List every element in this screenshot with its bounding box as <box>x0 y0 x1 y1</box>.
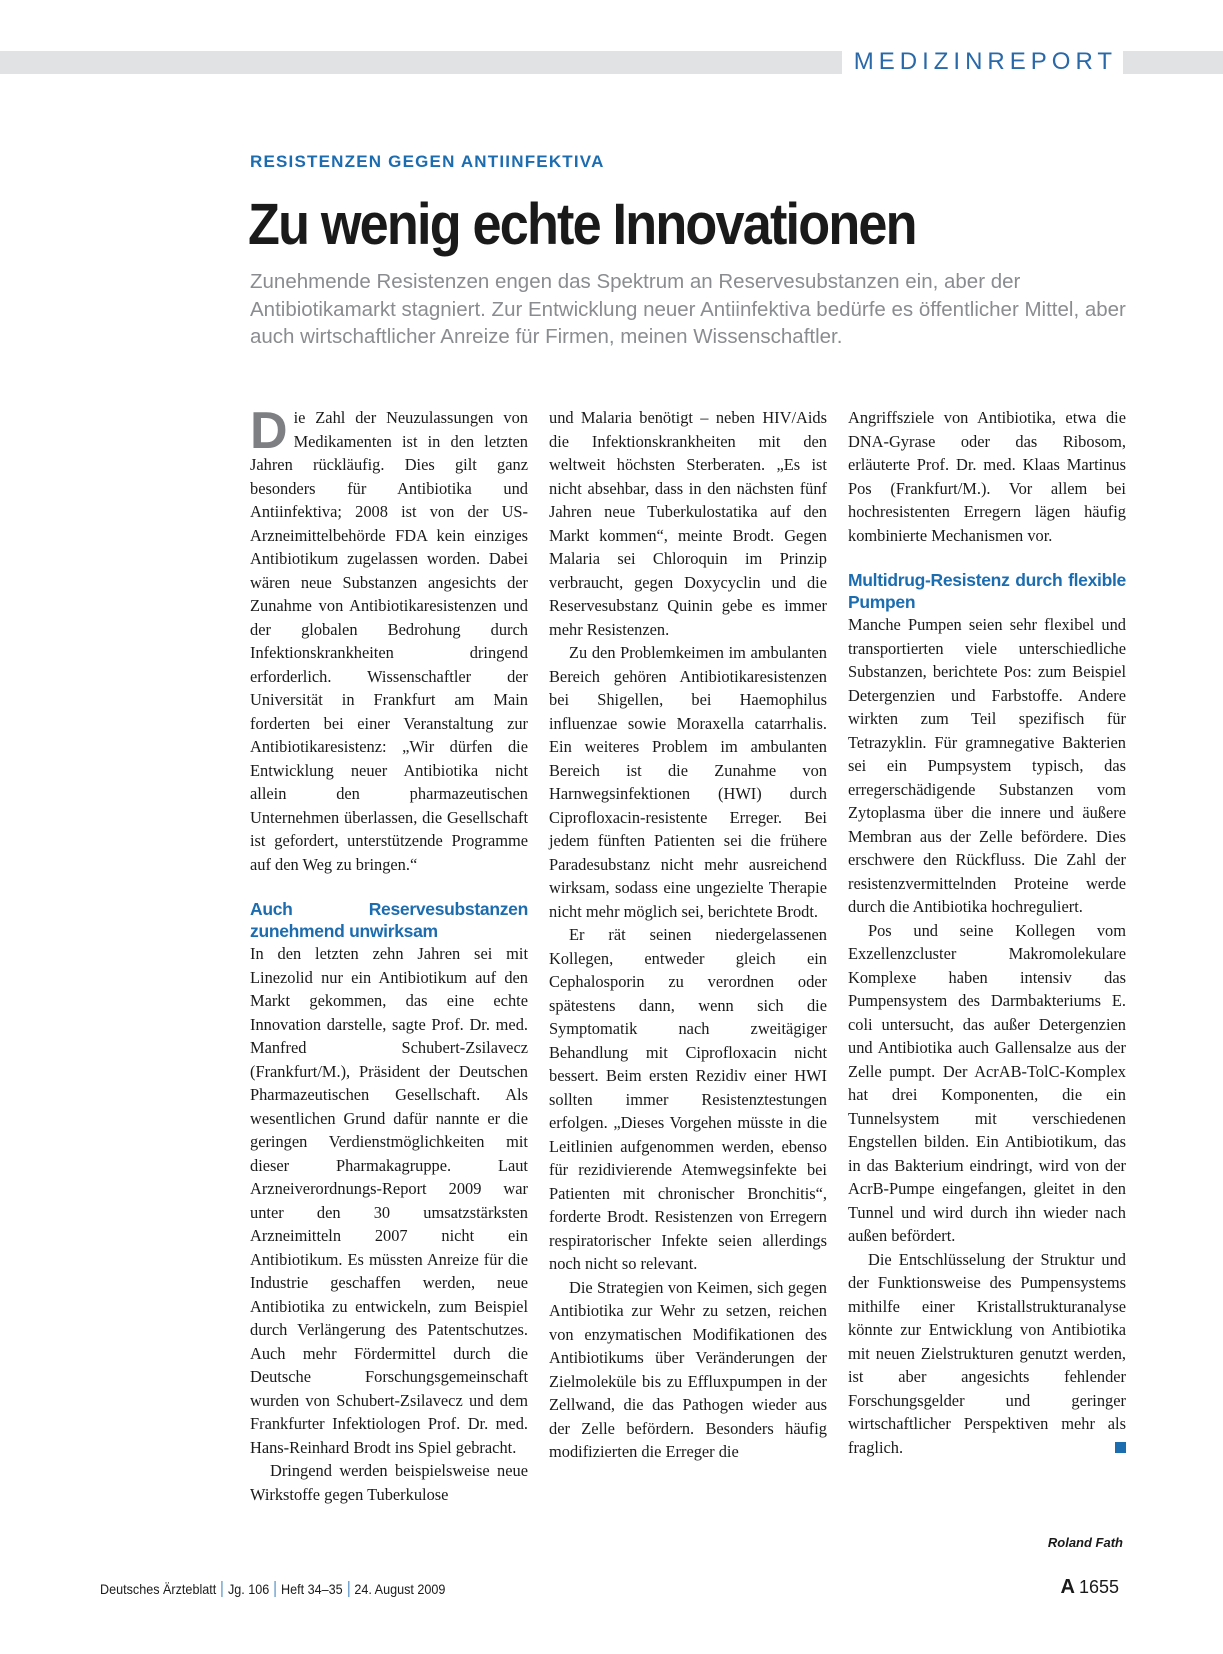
page-prefix: A <box>1060 1576 1075 1598</box>
paragraph: Er rät seinen niedergelassenen Kollegen, entweder gleich ein Cephalosporin zu verordnen oder spätestens dann, wenn sich die Symptomatik nach zweitägiger Behandlung mit Ciprofloxacin nicht bessert. Beim ersten Rezidiv einer HWI sollten immer Resistenztestungen erfolgen. „Dieses Vorgehen müsste in die Leitlinien aufgenommen werden, ebenso für rezidivierende Atemwegsinfekte bei Patienten mit chronischer Bronchitis“, forderte Brodt. Resistenzen von Erregern respiratorischer Infekte seien allerdings noch nicht so relevant. <box>549 925 827 1273</box>
paragraph-text: ie Zahl der Neuzulassungen von Medikamenten ist in den letzten Jahren rückläufig. Dies gilt ganz besonders für Antibiotika und Antiinfektiva; 2008 ist von der US-Arzneimittelbehörde FDA kein einziges Antibiotikum zugelassen worden. Dabei wären neue Substanzen angesichts der Zunahme von Antibiotikaresistenzen und der globalen Bedrohung durch Infektionskrankheiten dringend erforderlich. Wissenschaftler der Universität in Frankfurt am Main forderten bei einer Veranstaltung zur Antibiotikaresistenz: „Wir dürfen die Entwicklung neuer Antibiotika nicht allein den pharmazeutischen Unternehmen überlassen, die Gesellschaft ist gefordert, unterstützende Programme auf den Weg zu bringen.“ <box>250 408 528 874</box>
paragraph: Dringend werden beispielsweise neue Wirkstoffe gegen Tuberkulose <box>250 1461 528 1504</box>
date: 24. August 2009 <box>354 1581 446 1597</box>
paragraph-text: Die Entschlüsselung der Struktur und der Funktionsweise des Pumpensystems mithilfe einer Kristallstrukturanalyse könnte zur Entwicklung von Antibiotika mit neuen Zielstrukturen genutzt werden, ist aber angesichts fehlender Forschungsgelder und geringer wirtschaftlicher Perspektiven mehr als fraglich. <box>848 1249 1126 1457</box>
column-1 <box>250 402 528 1506</box>
paragraph: Die Strategien von Keimen, sich gegen Antibiotika zur Wehr zu setzen, reichen von enzymatischen Modifikationen des Antibiotikums über Veränderungen der Zielmoleküle bis zu Effluxpumpen in der Zellwand, die das Pathogen wieder aus der Zelle befördern. Besonders häufig modifizierten die Erreger die <box>549 1277 827 1461</box>
paragraph: Angriffsziele von Antibiotika, etwa die DNA-Gyrase oder das Ribosom, erläuterte Prof. Dr. med. Klaas Martinus Pos (Frankfurt/M.). Vor allem bei hochresistenten Erregern lägen häufig kombinierte Mechanismen vor. <box>848 408 1126 545</box>
divider <box>348 1581 349 1597</box>
subheading: Auch Reservesubstanzen zunehmend unwirksam <box>250 899 528 941</box>
paragraph <box>848 1248 1126 1460</box>
headline: Zu wenig echte Innovationen <box>248 192 916 257</box>
page-number <box>1061 1576 1120 1599</box>
paragraph <box>250 402 528 876</box>
divider <box>275 1581 276 1597</box>
paragraph: In den letzten zehn Jahren sei mit Linezolid nur ein Antibiotikum auf den Markt gekommen, das eine echte Innovation darstelle, sagte Prof. Dr. med. Manfred Schubert-Zsilavecz (Frankfurt/M.), Präsident der Deutschen Pharmazeutischen Gesellschaft. Als wesentlichen Grund dafür nannte er die geringen Verdienstmöglichkeiten mit dieser Pharmakagruppe. Laut Arzneiverordnungs-Report 2009 war unter den 30 umsatzstärksten Arzneimitteln 2007 nicht ein Antibiotikum. Es müssten Anreize für die Industrie geschaffen werden, neue Antibiotika zu entwickeln, zum Beispiel durch Verlängerung des Patentschutzes. Auch mehr Fördermittel durch die Deutsche Forschungsgemeinschaft wurden von Schubert-Zsilavecz und dem Frankfurter Infektiologen Prof. Dr. med. Hans-Reinhard Brodt ins Spiel gebracht. <box>250 944 528 1457</box>
footer <box>100 1581 445 1597</box>
issue: Heft 34–35 <box>280 1581 343 1597</box>
column-2 <box>549 406 827 1464</box>
end-mark-icon <box>1115 1442 1126 1453</box>
paragraph: Manche Pumpen seien sehr flexibel und transportierten viele unterschiedliche Substanzen, berichtete Pos: zum Beispiel Detergenzien und Farbstoffe. Andere wirkten zum Teil spezifisch für Tetrazyklin. Für gramnegative Bakterien sei ein Pumpsystem typisch, das erregerschädigende Substanzen vom Zytoplasma über die innere und äußere Membran aus der Zelle befördere. Dies erschwere den Rückfluss. Die Zahl der resistenzvermittelnden Proteine werde durch die Antibiotika hochreguliert. <box>848 615 1126 916</box>
lead-paragraph: Zunehmende Resistenzen engen das Spektrum an Reservesubstanzen ein, aber der Antibiotikamarkt stagniert. Zur Entwicklung neuer Antiinfektiva bedürfe es öffentlicher Mittel, aber auch wirtschaftlicher Anreize für Firmen, meinen Wissenschaftler. <box>250 270 1126 348</box>
divider <box>222 1581 223 1597</box>
paragraph: und Malaria benötigt – neben HIV/Aids die Infektionskrankheiten mit den weltweit höchsten Sterberaten. „Es ist nicht absehbar, dass in den nächsten fünf Jahren neue Tuberkulostatika auf den Markt kommen“, meinte Brodt. Gegen Malaria sei Chloroquin im Prinzip verbraucht, gegen Doxycyclin und die Reservesubstanz Quinin gebe es immer mehr Resistenzen. <box>549 408 827 639</box>
kicker: RESISTENZEN GEGEN ANTIINFEKTIVA <box>250 152 605 171</box>
paragraph: Pos und seine Kollegen vom Exzellenzcluster Makromolekulare Komplexe haben intensiv das Pumpensystem des Darmbakteriums E. coli untersucht, das außer Detergenzien und Antibiotika auch Gallensalze aus der Zelle pumpt. Der AcrAB-TolC-Komplex hat drei Komponenten, die ein Tunnelsystem mit verschiedenen Engstellen bilden. Ein Antibiotikum, das in das Bakterium eindringt, wird von der AcrB-Pumpe eingefangen, gleitet in den Tunnel und wird durch ihn wieder nach außen befördert. <box>848 920 1126 1245</box>
volume: Jg. 106 <box>227 1581 270 1597</box>
dropcap: D <box>250 402 288 460</box>
column-3 <box>848 406 1126 1459</box>
section-label: MEDIZINREPORT <box>842 45 1123 79</box>
paragraph: Zu den Problemkeimen im ambulanten Bereich gehören Antibiotikaresistenzen bei Shigellen, bei Haemophilus influenzae sowie Moraxella catarrhalis. Ein weiteres Problem im ambulanten Bereich ist die Zunahme von Harnwegsinfektionen (HWI) durch Ciprofloxacin-resistente Erreger. Bei jedem fünften Patienten sei die frühere Paradesubstanz nicht mehr ausreichend wirksam, sodass eine ungezielte Therapie nicht mehr möglich sei, berichtete Brodt. <box>549 643 827 921</box>
author: Roland Fath <box>1047 1535 1123 1550</box>
page-value: 1655 <box>1078 1577 1119 1597</box>
journal-name: Deutsches Ärzteblatt <box>100 1581 217 1597</box>
subheading: Multidrug-Resistenz durch flexible Pumpen <box>848 570 1126 612</box>
